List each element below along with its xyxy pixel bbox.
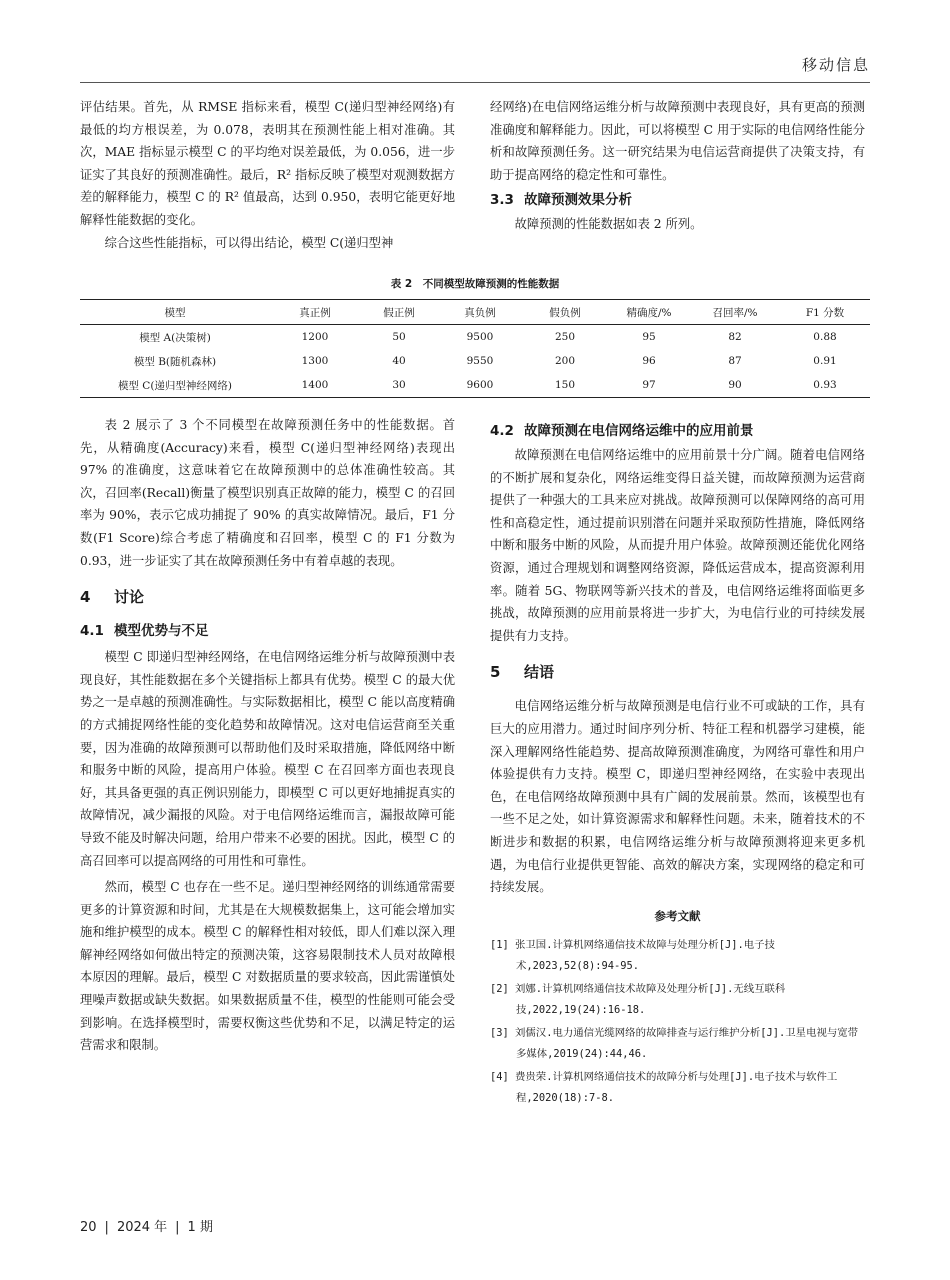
table-cell: 9600 xyxy=(466,379,494,391)
table-cell: 200 xyxy=(554,355,576,367)
table-row xyxy=(80,325,870,350)
paragraph: 评估结果。首先，从 RMSE 指标来看，模型 C(递归型神经网络)有最低的均方根误差，为 0.078，表明其在预测性能上相对准确。其次，MAE 指标显示模型 C 的平均绝对误差最低，为 0.056，进一步证实了其良好的预测准确性。最后，R² 指标反映了模型对观测数据方差的解释能力，模型 C 的 R² 值最高，达到 0.950，表明它能更好地解释性能数据的变化。 xyxy=(80,100,455,227)
table-cell: 模型 C(递归型神经网络) xyxy=(117,379,233,392)
table-caption: 表 2 不同模型故障预测的性能数据 xyxy=(390,278,560,290)
paragraph: 故障预测的性能数据如表 2 所列。 xyxy=(514,217,703,232)
left-column-bottom xyxy=(80,414,455,1057)
table-cell: 87 xyxy=(728,355,742,367)
table-header-cell: 模型 xyxy=(164,306,186,319)
page-number: 20 xyxy=(80,1220,97,1235)
reference-item: [4] 费贵荣.计算机网络通信技术的故障分析与处理[J].电子技术与软件工程,2020(18):7-8. xyxy=(490,1071,838,1105)
footer-issue: 1 期 xyxy=(187,1220,213,1235)
journal-title: 移动信息 xyxy=(801,56,870,74)
table-cell: 50 xyxy=(392,331,406,343)
table-cell: 30 xyxy=(392,379,406,391)
page-footer: 20 | 2024 年 | 1 期 xyxy=(80,1220,213,1235)
paragraph: 综合这些性能指标，可以得出结论，模型 C(递归型神 xyxy=(104,235,394,250)
left-column-top xyxy=(80,96,455,254)
section-heading-4-2: 4.2 故障预测在电信网络运维中的应用前景 xyxy=(490,423,754,439)
table-cell: 1300 xyxy=(301,355,329,367)
paragraph: 故障预测在电信网络运维中的应用前景十分广阔。随着电信网络的不断扩展和复杂化，网络运维变得日益关键，而故障预测为运营商提供了一种强大的工具来应对挑战。故障预测可以保障网络的高可用性和高稳定性，通过提前识别潜在问题并采取预防性措施，降低网络中断和服务中断的风险，从而提升用户体验。故障预测还能优化网络资源，通过合理规划和调整网络资源，降低运营成本，提高资源利用率。随着 5G、物联网等新兴技术的普及，电信网络运维将面临更多挑战，故障预测的应用前景将进一步扩大，为电信行业的可持续发展提供有力支持。 xyxy=(490,448,865,643)
table-cell: 250 xyxy=(554,331,576,343)
reference-item: [2] 刘娜.计算机网络通信技术故障及处理分析[J].无线互联科技,2022,19(24):16-18. xyxy=(490,983,786,1017)
table-cell: 9550 xyxy=(466,355,494,367)
table-header-cell: 真负例 xyxy=(464,306,496,319)
paragraph: 经网络)在电信网络运维分析与故障预测中表现良好，具有更高的预测准确度和解释能力。因此，可以将模型 C 用于实际的电信网络性能分析和故障预测任务。这一研究结果为电信运营商提供了决策支持，有助于提高网络的稳定性和可靠性。 xyxy=(490,100,865,182)
table-cell: 模型 A(决策树) xyxy=(139,331,211,344)
table-header-cell: 精确度/% xyxy=(626,306,672,319)
table-header-cell: 假正例 xyxy=(383,306,415,319)
section-heading-5: 5 结语 xyxy=(490,663,555,682)
header-rule xyxy=(80,82,870,83)
table-cell: 96 xyxy=(642,355,656,367)
table-cell: 1400 xyxy=(301,379,329,391)
table-cell: 150 xyxy=(554,379,576,391)
table-header-cell: 真正例 xyxy=(299,306,331,319)
performance-table xyxy=(80,299,870,398)
table-header-cell: F1 分数 xyxy=(805,306,845,319)
section-heading-4: 4 讨论 xyxy=(80,588,145,607)
references-heading: 参考文献 xyxy=(654,908,701,923)
section-heading-4-1: 4.1 模型优势与不足 xyxy=(80,623,209,640)
table-header-cell: 召回率/% xyxy=(712,306,758,319)
reference-item: [1] 张卫国.计算机网络通信技术故障与处理分析[J].电子技术,2023,52(8):94-95. xyxy=(490,939,775,973)
table-cell: 0.91 xyxy=(813,355,837,367)
table-row xyxy=(80,373,870,398)
table-cell: 模型 B(随机森林) xyxy=(133,355,217,368)
table-cell: 90 xyxy=(728,379,742,391)
paragraph: 模型 C 即递归型神经网络，在电信网络运维分析与故障预测中表现良好，其性能数据在多个关键指标上都具有优势。模型 C 的最大优势之一是卓越的预测准确性。与实际数据相比，模型 C 能以高度精确的方式捕捉网络性能的变化趋势和故障情况。这对电信运营商至关重要，因为准确的故障预测可以帮助他们及时采取措施，降低网络中断和服务中断的风险，提高用户体验。模型 C 在召回率方面也表现良好，其具备更强的真正例识别能力，即模型 C 可以更好地捕捉真实的故障情况，减少漏报的风险。对于电信网络运维而言，漏报故障可能导致不能及时解决问题，给用户带来不必要的困扰。因此，模型 C 的高召回率可以提高网络的可用性和可靠性。 xyxy=(80,650,455,868)
table-header-row xyxy=(80,300,870,325)
right-column-bottom xyxy=(490,420,865,1111)
reference-item: [3] 刘儒汉.电力通信光缆网络的故障排查与运行维护分析[J].卫星电视与宽带多媒体,2019(24):44,46. xyxy=(490,1027,859,1061)
table-cell: 97 xyxy=(642,379,656,391)
table-cell: 9500 xyxy=(466,331,494,343)
table-header-cell: 假负例 xyxy=(549,306,581,319)
table-cell: 1200 xyxy=(301,331,329,343)
table-cell: 0.93 xyxy=(813,379,837,391)
right-column-top xyxy=(490,96,865,236)
paragraph: 然而，模型 C 也存在一些不足。递归型神经网络的训练通常需要更多的计算资源和时间，尤其是在大规模数据集上，这可能会增加实施和维护模型的成本。模型 C 的解释性相对较低，即人们难以深入理解神经网络如何做出特定的预测决策，这容易限制技术人员对故障根本原因的理解。最后，模型 C 对数据质量的要求较高，因此需谨慎处理噪声数据或缺失数据。如果数据质量不佳，模型的性能则可能会受到影响。在选择模型时，需要权衡这些优势和不足，以满足特定的运营需求和限制。 xyxy=(80,880,455,1053)
table-row xyxy=(80,349,870,373)
paragraph: 表 2 展示了 3 个不同模型在故障预测任务中的性能数据。首先，从精确度(Accuracy)来看，模型 C(递归型神经网络)表现出 97% 的准确度，这意味着它在故障预测中的总体准确性较高。其次，召回率(Recall)衡量了模型识别真正故障的能力，模型 C 的召回率为 90%，表示它成功捕捉了 90% 的真实故障情况。最后，F1 分数(F1 Score)综合考虑了精确度和召回率，模型 C 的 F1 分数为 0.93，进一步证实了其在故障预测任务中有着卓越的表现。 xyxy=(80,418,455,568)
paragraph: 电信网络运维分析与故障预测是电信行业不可或缺的工作，具有巨大的应用潜力。通过时间序列分析、特征工程和机器学习建模，能深入理解网络性能趋势、提高故障预测准确度，为网络可靠性和用户体验提供有力支持。模型 C，即递归型神经网络，在实验中表现出色，在电信网络故障预测中具有广阔的发展前景。然而，该模型也有一些不足之处，如计算资源需求和解释性问题。未来，随着技术的不断进步和数据的积累，电信网络运维分析与故障预测将迎来更多机遇，为电信行业提供更智能、高效的解决方案，实现网络的稳定和可持续发展。 xyxy=(490,699,865,895)
table-cell: 95 xyxy=(642,331,656,343)
table-2 xyxy=(80,276,870,398)
footer-year: 2024 年 xyxy=(116,1220,168,1235)
section-heading-3-3: 3.3 故障预测效果分析 xyxy=(490,192,632,209)
table-cell: 0.88 xyxy=(813,331,837,343)
table-cell: 40 xyxy=(392,355,406,367)
table-cell: 82 xyxy=(728,331,742,343)
